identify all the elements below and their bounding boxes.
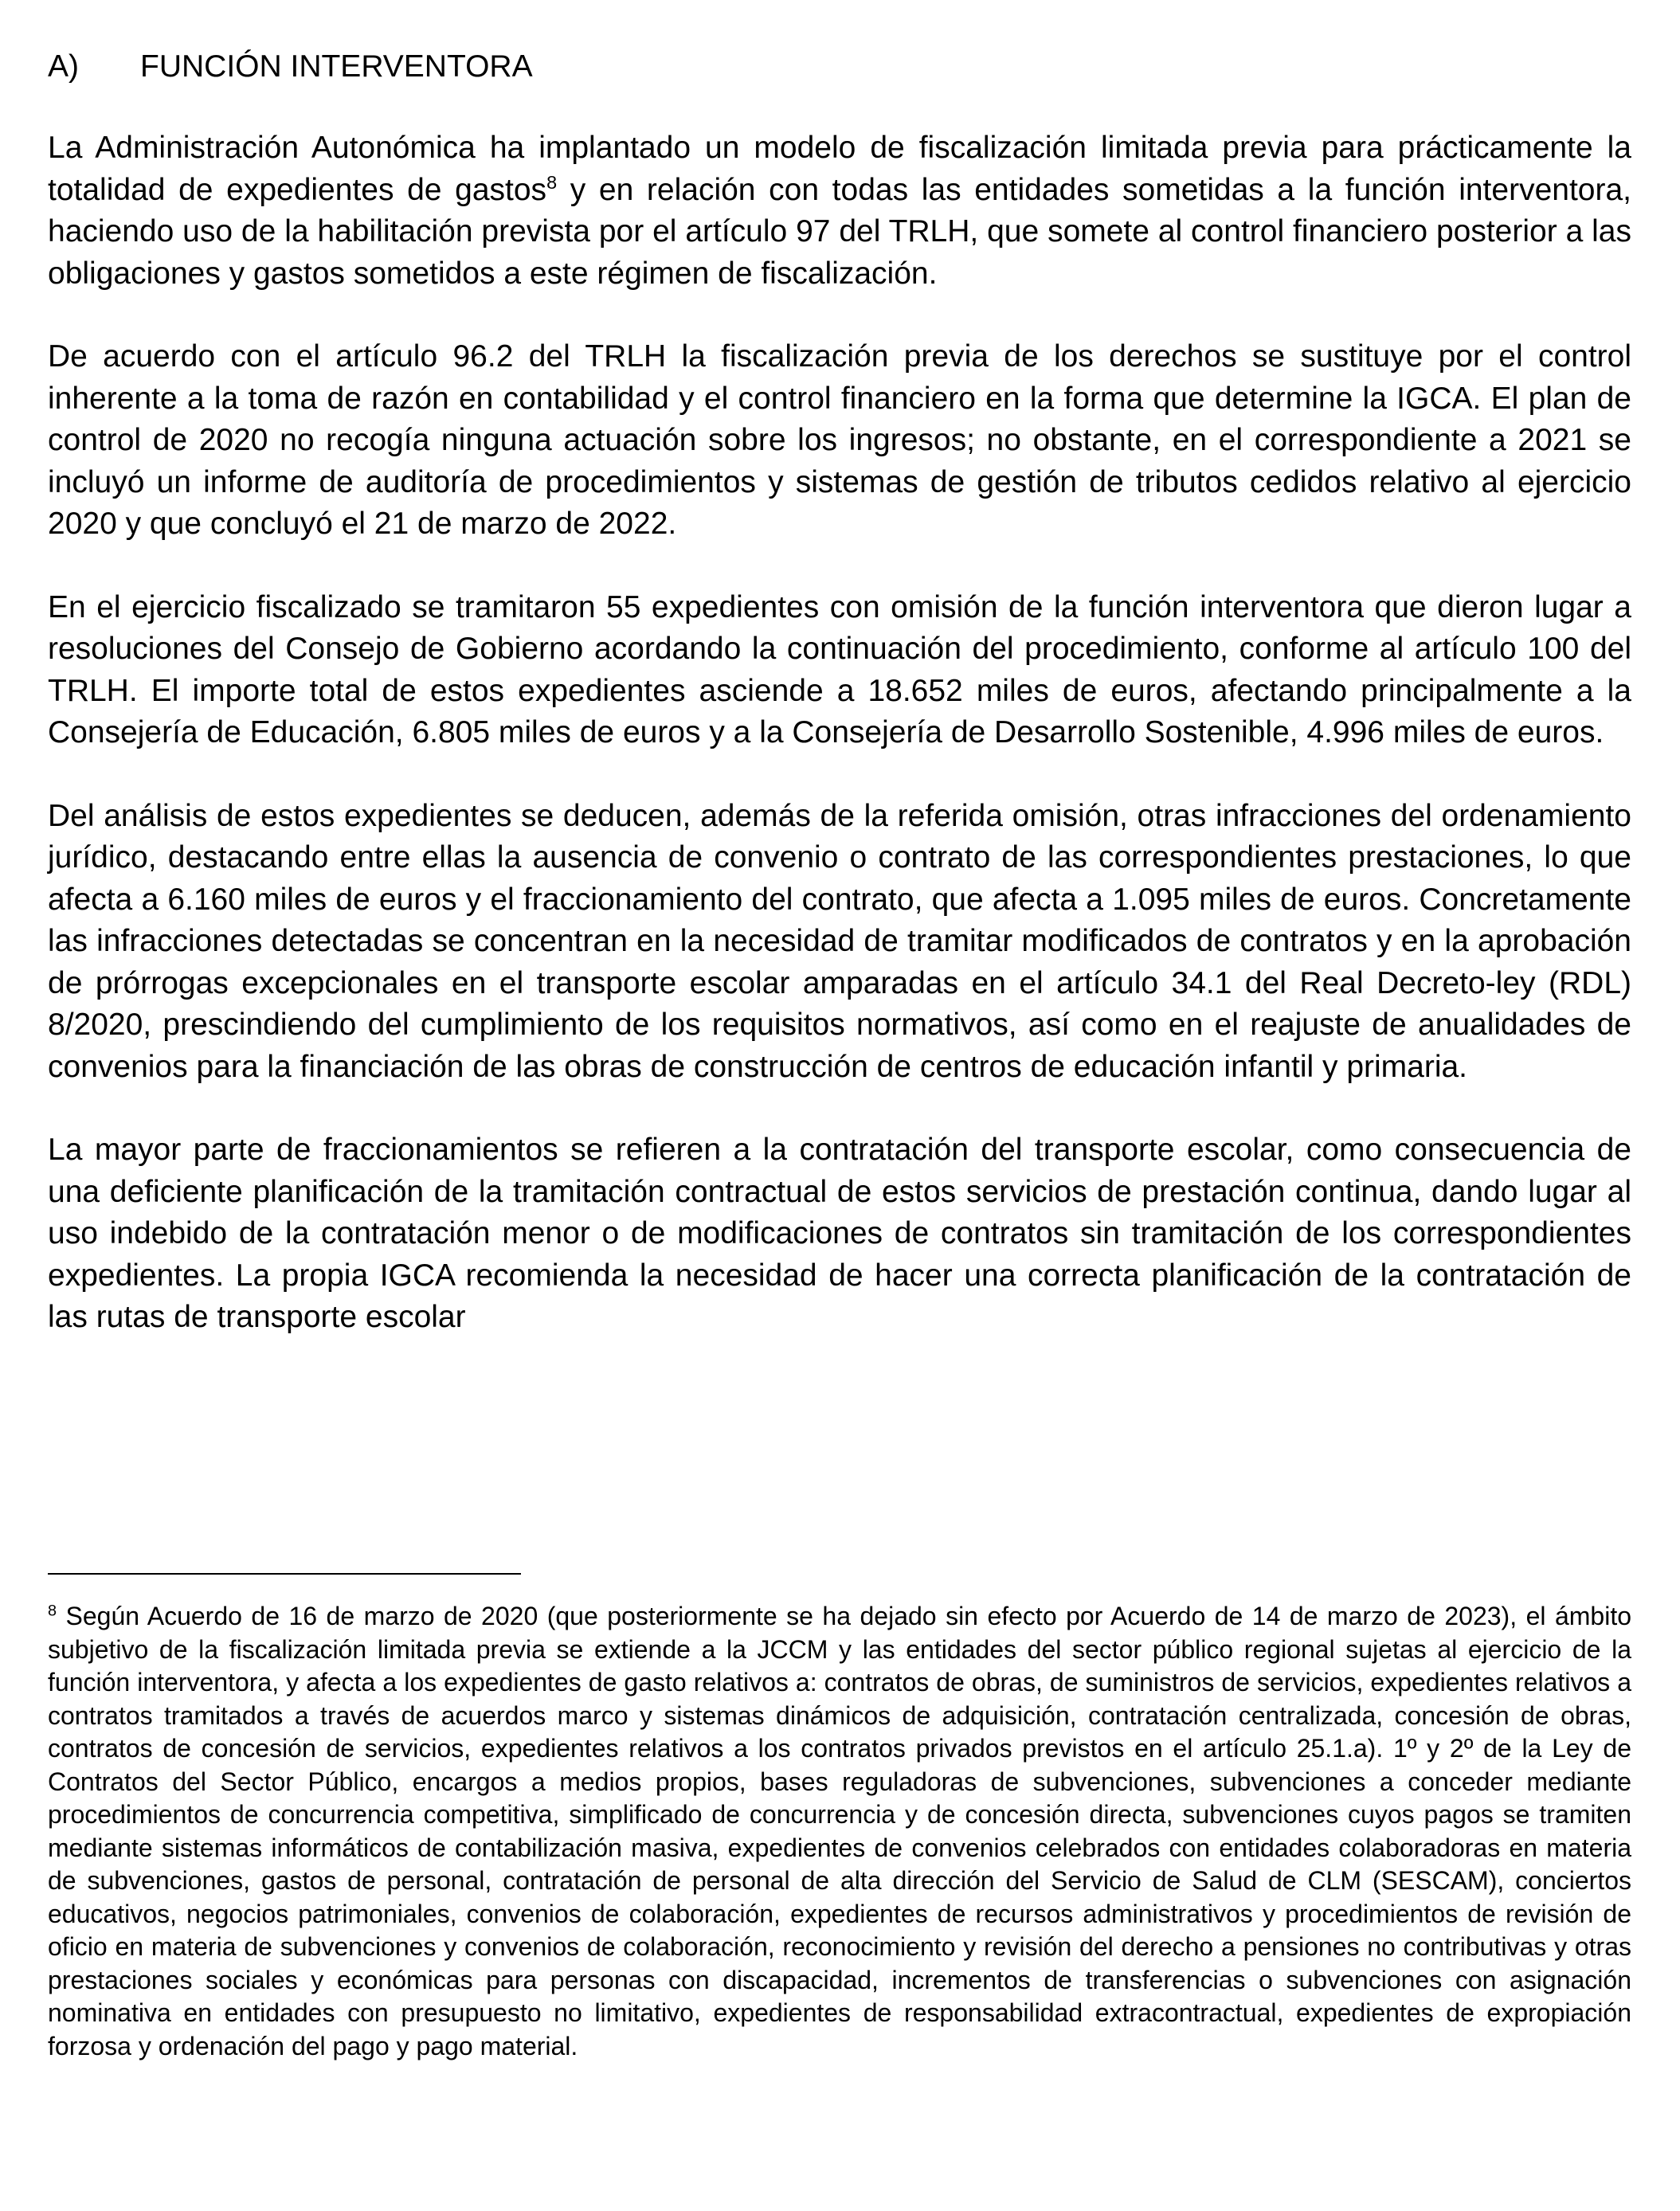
footnote-8 <box>48 1600 1631 2063</box>
paragraph-2: De acuerdo con el artículo 96.2 del TRLH la fiscalización previa de los derechos se sustituye por el control inherente a la toma de razón en contabilidad y el control financiero en la forma que determine la IGCA. El plan de control de 2020 no recogía ninguna actuación sobre los ingresos; no obstante, en el correspondiente a 2021 se incluyó un informe de auditoría de procedimientos y sistemas de gestión de tributos cedidos relativo al ejercicio 2020 y que concluyó el 21 de marzo de 2022. <box>48 339 1631 541</box>
section-heading <box>48 46 1631 88</box>
paragraph-1-text-after: y en relación con todas las entidades sometidas a la función interventora, haciendo uso de la habilitación prevista por el artículo 97 del TRLH, que somete al control financiero posterior a las obligaciones y gastos sometidos a este régimen de fiscalización. <box>48 172 1631 291</box>
paragraph-1-text-before: La Administración Autonómica ha implantado un modelo de fiscalización limitada previa para prácticamente la totalidad de expedientes de gastos <box>48 131 1631 207</box>
footnote-separator <box>48 1573 521 1575</box>
document-page <box>48 46 1631 1380</box>
footnote-number: 8 <box>48 1602 57 1620</box>
section-letter: A) <box>48 49 79 84</box>
paragraph-5: La mayor parte de fraccionamientos se refieren a la contratación del transporte escolar, como consecuencia de una deficiente planificación de la tramitación contractual de estos servicios de prestación continua, dando lugar al uso indebido de la contratación menor o de modificaciones de contratos sin tramitación de los correspondientes expedientes. La propia IGCA recomienda la necesidad de hacer una correcta planificación de la contratación de las rutas de transporte escolar <box>48 1133 1631 1334</box>
paragraph-1 <box>48 127 1631 295</box>
footnote-text: Según Acuerdo de 16 de marzo de 2020 (que posteriormente se ha dejado sin efecto por Acuerdo de 14 de marzo de 2023), el ámbito subjetivo de la fiscalización limitada previa se extiende a la JCCM y las entidades del sector público regional sujetas al ejercicio de la función interventora, y afecta a los expedientes de gasto relativos a: contratos de obras, de suministros de servicios, expedientes relativos a contratos tramitados a través de acuerdos marco y sistemas dinámicos de adquisición, contratación centralizada, concesión de obras, contratos de concesión de servicios, expedientes relativos a los contratos privados previstos en el artículo 25.1.a). 1º y 2º de la Ley de Contratos del Sector Público, encargos a medios propios, bases reguladoras de subvenciones, subvenciones a conceder mediante procedimientos de concurrencia competitiva, simplificado de concurrencia y de concesión directa, subvenciones cuyos pagos se tramiten mediante sistemas informáticos de contabilización masiva, expedientes de convenios celebrados con entidades colaboradoras en materia de subvenciones, gastos de personal, contratación de personal de alta dirección del Servicio de Salud de CLM (SESCAM), conciertos educativos, negocios patrimoniales, convenios de colaboración, expedientes de recursos administrativos y procedimientos de revisión de oficio en materia de subvenciones y convenios de colaboración, reconocimiento y revisión del derecho a pensiones no contributivas y otras prestaciones sociales y económicas para personas con discapacidad, incrementos de transferencias o subvenciones con asignación nominativa en entidades con presupuesto no limitativo, expedientes de responsabilidad extracontractual, expedientes de expropiación forzosa y ordenación del pago y pago material. <box>48 1602 1631 2060</box>
section-title: FUNCIÓN INTERVENTORA <box>140 49 533 84</box>
footnote-reference-8: 8 <box>546 171 558 193</box>
paragraph-4: Del análisis de estos expedientes se deducen, además de la referida omisión, otras infracciones del ordenamiento jurídico, destacando entre ellas la ausencia de convenio o contrato de las correspondientes prestaciones, lo que afecta a 6.160 miles de euros y el fraccionamiento del contrato, que afecta a 1.095 miles de euros. Concretamente las infracciones detectadas se concentran en la necesidad de tramitar modificados de contratos y en la aprobación de prórrogas excepcionales en el transporte escolar amparadas en el artículo 34.1 del Real Decreto-ley (RDL) 8/2020, prescindiendo del cumplimiento de los requisitos normativos, así como en el reajuste de anualidades de convenios para la financiación de las obras de construcción de centros de educación infantil y primaria. <box>48 798 1631 1084</box>
paragraph-3: En el ejercicio fiscalizado se tramitaron 55 expedientes con omisión de la función interventora que dieron lugar a resoluciones del Consejo de Gobierno acordando la continuación del procedimiento, conforme al artículo 100 del TRLH. El importe total de estos expedientes asciende a 18.652 miles de euros, afectando principalmente a la Consejería de Educación, 6.805 miles de euros y a la Consejería de Desarrollo Sostenible, 4.996 miles de euros. <box>48 589 1631 749</box>
